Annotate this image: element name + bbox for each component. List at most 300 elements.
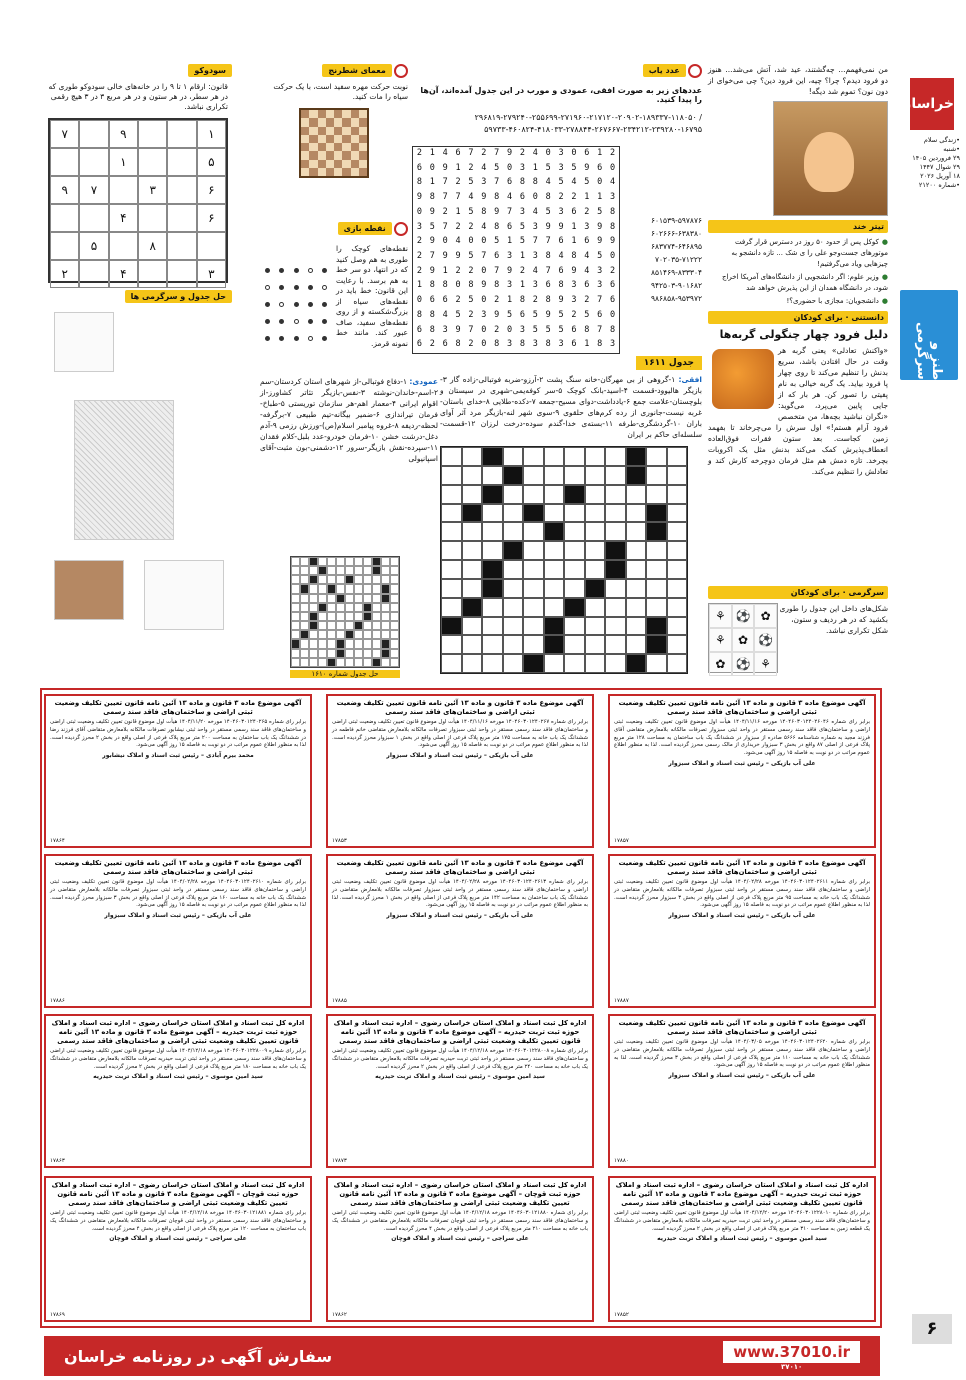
crossword-cell[interactable] <box>503 522 524 541</box>
numsearch-cell: 2 <box>584 295 590 306</box>
notice-body: برابر رای شماره ۱۴۰۴۶۰۳۰۱۲۴۰۲۶۱۱ مورخه ۱۴۰۴/۰۲/۲۸ هیأت اول موضوع قانون تعیین تکلیف وضعیت ثبتی اراضی و ساختمان‌های فاقد سند رسمی مستقر در واحد ثبتی سبزوار تصرفات مالکانه بلامعارض متقاضی در ششدانگ یک باب خانه به مساحت ۹۵ متر مربع پلاک فرعی از اصلی واقع در بخش ۳ سبزوار محرز گردیده است. لذا به منظور اطلاع عموم مراتب در دو نوبت به فاصله ۱۵ روز آگهی می‌شود. <box>614 879 870 909</box>
sudoku-cell[interactable]: ۳ <box>197 260 226 288</box>
crossword-cell[interactable] <box>564 504 585 523</box>
crossword-cell[interactable] <box>523 579 544 598</box>
solution-cell <box>345 639 354 648</box>
crossword-cell[interactable] <box>585 522 606 541</box>
crossword-cell[interactable] <box>667 654 688 673</box>
chess-square <box>301 160 309 168</box>
crossword-cell[interactable] <box>585 598 606 617</box>
crossword-cell[interactable] <box>503 447 524 466</box>
crossword-cell[interactable] <box>564 654 585 673</box>
chess-square <box>351 160 359 168</box>
crossword-cell[interactable] <box>667 522 688 541</box>
crossword-cell[interactable] <box>544 635 565 654</box>
solution-cell <box>363 658 372 667</box>
crossword-cell[interactable] <box>667 598 688 617</box>
numsearch-cell: 7 <box>507 206 513 217</box>
crossword-cell[interactable] <box>646 485 667 504</box>
sudoku-cell[interactable] <box>167 204 196 232</box>
solution-cell <box>372 649 381 658</box>
solution-cell <box>345 557 354 566</box>
crossword-cell[interactable] <box>646 466 667 485</box>
crossword-cell[interactable] <box>523 617 544 636</box>
numsearch-cell: 5 <box>468 250 474 261</box>
sudoku-cell[interactable] <box>167 148 196 176</box>
crossword-cell[interactable] <box>523 485 544 504</box>
numsearch-cell: 3 <box>519 206 525 217</box>
numsearch-cell: 6 <box>597 162 603 173</box>
crossword-cell[interactable] <box>646 654 667 673</box>
crossword-cell[interactable] <box>564 447 585 466</box>
crossword-cell[interactable] <box>585 541 606 560</box>
crossword-cell[interactable] <box>441 466 462 485</box>
numsearch-cell: 2 <box>468 221 474 232</box>
crossword-cell[interactable] <box>626 579 647 598</box>
dot[interactable] <box>294 285 299 290</box>
numsearch-cell: 3 <box>519 162 525 173</box>
crossword-cell[interactable] <box>482 504 503 523</box>
crossword-cell[interactable] <box>441 617 462 636</box>
solution-cell <box>327 603 336 612</box>
chess-square <box>359 110 367 118</box>
solutions-title: حل جدول و سرگرمی ها <box>125 290 232 303</box>
crossword-cell[interactable] <box>564 617 585 636</box>
dot[interactable] <box>265 268 270 273</box>
crossword-cell[interactable] <box>585 447 606 466</box>
sudoku-cell[interactable] <box>197 232 226 260</box>
numsearch-cell: 8 <box>429 280 435 291</box>
chess-square <box>359 135 367 143</box>
bullet-item: ● وزیر علوم: اگر دانشجویی از دانشگاه‌های آمریکا اخراج شود، در دانشگاه همدان از این پذیرش خواهد شد <box>708 272 888 294</box>
solution-cell <box>309 621 318 630</box>
crossword-cell[interactable] <box>523 598 544 617</box>
sudoku-cell[interactable]: ۵ <box>197 148 226 176</box>
chess-square <box>301 168 309 176</box>
numsearch-cell: 9 <box>481 192 487 203</box>
sudoku-cell[interactable]: ۹ <box>109 120 138 148</box>
shape-cell: ✿ <box>732 628 755 652</box>
crossword-cell[interactable] <box>503 635 524 654</box>
dot[interactable] <box>294 319 299 324</box>
dot[interactable] <box>308 268 313 273</box>
crossword-cell[interactable] <box>585 635 606 654</box>
numsearch-cell: 9 <box>416 192 422 203</box>
crossword-cell[interactable] <box>667 560 688 579</box>
numsearch-cell: 2 <box>468 309 474 320</box>
crossword-cell[interactable] <box>462 560 483 579</box>
dot[interactable] <box>308 336 313 341</box>
solution-cell <box>390 557 399 566</box>
sudoku-cell[interactable] <box>167 260 196 288</box>
solution-cell <box>309 630 318 639</box>
crossword-cell[interactable] <box>544 504 565 523</box>
crossword-cell[interactable] <box>605 485 626 504</box>
numsearch-cell: 5 <box>558 309 564 320</box>
numsearch-cell: 5 <box>545 206 551 217</box>
crossword-cell[interactable] <box>544 485 565 504</box>
solution-cell <box>291 594 300 603</box>
crossword-cell[interactable] <box>503 560 524 579</box>
crossword-cell[interactable] <box>605 635 626 654</box>
crossword-cell[interactable] <box>667 579 688 598</box>
dot[interactable] <box>265 285 270 290</box>
numsearch-cell: 6 <box>571 324 577 335</box>
section-tab[interactable]: طنز و سرگرمی <box>900 290 958 380</box>
sudoku-cell[interactable] <box>79 148 108 176</box>
crossword-cell[interactable] <box>544 447 565 466</box>
numsearch-cell: 4 <box>507 192 513 203</box>
crossword-cell[interactable] <box>503 598 524 617</box>
crossword-cell[interactable] <box>441 485 462 504</box>
sudoku-cell[interactable]: ۱ <box>109 148 138 176</box>
crossword-cell[interactable] <box>503 541 524 560</box>
crossword-cell[interactable] <box>667 447 688 466</box>
dot[interactable] <box>322 336 327 341</box>
crossword-cell[interactable] <box>482 447 503 466</box>
notice-body: برابر رای شماره ۱۴۰۴۶۰۳۰۱۲۴۰۲۶۵ مورخه ۱۴۰۴/۱۱/۲۰ هیأت اول موضوع قانون تعیین تکلیف وضعیت ثبتی اراضی و ساختمان‌های فاقد سند رسمی مستقر در واحد ثبتی نیشابور تصرفات مالکانه بلامعارض متقاضی آقای فرزند رضا در ششدانگ یک باب ساختمان به مساحت ۲۰۰ متر مربع پلاک فرعی از اصلی واقع در بخش ۲ محرز گردیده است. لذا به منظور اطلاع عموم مراتب در دو نوبت به فاصله ۱۵ روز آگهی می‌شود. <box>50 719 306 749</box>
crossword-cell[interactable] <box>605 466 626 485</box>
crossword-cell[interactable] <box>503 485 524 504</box>
crossword-cell[interactable] <box>523 541 544 560</box>
crossword-cell[interactable] <box>482 579 503 598</box>
sudoku-cell[interactable] <box>138 148 167 176</box>
dot[interactable] <box>308 319 313 324</box>
banner-url[interactable]: www.37010.ir <box>723 1341 860 1363</box>
numsearch-list-item: ۹۴۲۵۰۳-۹۰۱۶۸۲ <box>650 281 702 290</box>
numsearch-cell: 4 <box>610 177 616 188</box>
crossword-cell[interactable] <box>503 579 524 598</box>
numsearch-cell: 8 <box>468 280 474 291</box>
notice-title: اداره کل ثبت اسناد و املاک استان خراسان رضوی – اداره ثبت اسناد و املاک حوزه ثبت تربت حیدریه – آگهی موضوع ماده ۳ قانون و ماده ۱۳ آئین نامه قانون تعیین تکلیف وضعیت ثبتی اراضی و ساختمان‌های فاقد سند رسمی <box>51 1019 305 1045</box>
sudoku-cell[interactable] <box>50 148 79 176</box>
sudoku-cell[interactable] <box>79 120 108 148</box>
crossword-cell[interactable] <box>503 654 524 673</box>
notice-signature: علی آب بازیکی – رئیس ثبت اسناد و املاک سبزوار <box>386 752 534 760</box>
solution-cell <box>363 639 372 648</box>
crossword-cell[interactable] <box>462 635 483 654</box>
solution-cell <box>390 584 399 593</box>
crossword-cell[interactable] <box>441 447 462 466</box>
solution-cell <box>381 621 390 630</box>
crossword-cell[interactable] <box>441 541 462 560</box>
solution-cell <box>363 566 372 575</box>
solution-cell <box>309 612 318 621</box>
chess-square <box>326 160 334 168</box>
numsearch-cell: 8 <box>519 339 525 350</box>
crossword-cell[interactable] <box>564 522 585 541</box>
sudoku-cell[interactable]: ۵ <box>79 232 108 260</box>
shape-cell: ✿ <box>754 604 777 628</box>
crossword-cell[interactable] <box>544 466 565 485</box>
solution-cell <box>291 557 300 566</box>
crossword-cell[interactable] <box>646 522 667 541</box>
sudoku-cell[interactable] <box>109 232 138 260</box>
crossword-cell[interactable] <box>523 635 544 654</box>
crossword-cell[interactable] <box>564 485 585 504</box>
sudoku-cell[interactable]: ۱ <box>197 120 226 148</box>
dot[interactable] <box>279 319 284 324</box>
sudoku-cell[interactable] <box>109 176 138 204</box>
crossword-cell[interactable] <box>626 560 647 579</box>
crossword-cell[interactable] <box>441 654 462 673</box>
dot[interactable] <box>294 302 299 307</box>
dot[interactable] <box>279 268 284 273</box>
crossword-cell[interactable] <box>605 522 626 541</box>
crossword-cell[interactable] <box>482 522 503 541</box>
crossword-cell[interactable] <box>544 579 565 598</box>
crossword-cell[interactable] <box>441 504 462 523</box>
sudoku-cell[interactable] <box>167 232 196 260</box>
crossword-cell[interactable] <box>646 560 667 579</box>
sudoku-cell[interactable] <box>138 260 167 288</box>
crossword-cell[interactable] <box>646 635 667 654</box>
dot[interactable] <box>294 268 299 273</box>
dot[interactable] <box>279 302 284 307</box>
crossword-cell[interactable] <box>523 447 544 466</box>
crossword-cell[interactable] <box>646 579 667 598</box>
crossword-cell[interactable] <box>462 617 483 636</box>
numsearch-cell: 5 <box>597 250 603 261</box>
dot[interactable] <box>279 336 284 341</box>
sudoku-cell[interactable]: ۶ <box>197 176 226 204</box>
crossword-cell[interactable] <box>441 635 462 654</box>
crossword-cell[interactable] <box>544 560 565 579</box>
crossword-cell[interactable] <box>503 504 524 523</box>
crossword-cell[interactable] <box>626 485 647 504</box>
dot[interactable] <box>322 302 327 307</box>
dots-title-wrap <box>260 222 408 236</box>
crossword-cell[interactable] <box>626 635 647 654</box>
crossword-cell[interactable] <box>626 654 647 673</box>
ad-banner[interactable] <box>44 1336 880 1376</box>
dot[interactable] <box>265 302 270 307</box>
sudoku-cell[interactable]: ۷ <box>50 120 79 148</box>
crossword-cell[interactable] <box>441 579 462 598</box>
crossword-cell[interactable] <box>482 466 503 485</box>
crossword-cell[interactable] <box>626 617 647 636</box>
solution-cell <box>309 584 318 593</box>
sudoku-cell[interactable] <box>79 204 108 232</box>
crossword-cell[interactable] <box>605 579 626 598</box>
crossword-cell[interactable] <box>646 598 667 617</box>
crossword-cell[interactable] <box>646 617 667 636</box>
crossword-cell[interactable] <box>626 522 647 541</box>
crossword-cell[interactable] <box>667 485 688 504</box>
numsearch-cell: 7 <box>494 177 500 188</box>
crossword-cell[interactable] <box>667 617 688 636</box>
crossword-cell[interactable] <box>564 466 585 485</box>
crossword-cell[interactable] <box>626 504 647 523</box>
crossword-cell[interactable] <box>564 598 585 617</box>
crossword-cell[interactable] <box>503 617 524 636</box>
crossword-cell[interactable] <box>482 654 503 673</box>
dot[interactable] <box>308 285 313 290</box>
crossword-cell[interactable] <box>462 579 483 598</box>
crossword-cell[interactable] <box>462 654 483 673</box>
crossword-cell[interactable] <box>544 541 565 560</box>
solution-cell <box>327 557 336 566</box>
crossword-cell[interactable] <box>482 598 503 617</box>
crossword-cell[interactable] <box>605 654 626 673</box>
crossword-cell[interactable] <box>503 466 524 485</box>
numsearch-cell: 5 <box>468 206 474 217</box>
crossword-cell[interactable] <box>523 504 544 523</box>
dot[interactable] <box>322 285 327 290</box>
numsearch-cell: 2 <box>519 148 525 158</box>
sudoku-cell[interactable]: ۲ <box>50 260 79 288</box>
dot[interactable] <box>294 336 299 341</box>
numsearch-cell: 5 <box>468 177 474 188</box>
solution-cell <box>300 566 309 575</box>
crossword-cell[interactable] <box>462 522 483 541</box>
crossword-cell[interactable] <box>564 635 585 654</box>
solution-cell <box>354 575 363 584</box>
dots-text: نقطه‌های کوچک را طوری به هم وصل کنید که در انتها، دو سر خط به هم برسد. با رعایت این قانون: خط باید در نقطه‌های سیاه از بزرگ‌شکسته و از روی نقطه‌های سفید، صاف عبور کند. مانند خط نمونه قرمز. <box>336 244 408 348</box>
solution-cell <box>363 575 372 584</box>
crossword-cell[interactable] <box>482 635 503 654</box>
sudoku-cell[interactable]: ۴ <box>109 260 138 288</box>
crossword-cell[interactable] <box>564 579 585 598</box>
sudoku-cell[interactable]: ۶ <box>197 204 226 232</box>
sudoku-title: سودوکو <box>188 64 232 77</box>
crossword-cell[interactable] <box>646 447 667 466</box>
numsearch-cell: 1 <box>519 280 525 291</box>
sudoku-cell[interactable]: ۸ <box>138 232 167 260</box>
dot[interactable] <box>279 285 284 290</box>
crossword-cell[interactable] <box>441 522 462 541</box>
sudoku-cell[interactable]: ۴ <box>109 204 138 232</box>
crossword-cell[interactable] <box>441 598 462 617</box>
notice-body: برابر رای شماره ۱۴۰۴۶۰۳۰۱۲۱۸۸۰ مورخه ۱۴۰۴/۱۲/۱۸ هیأت اول موضوع قانون تعیین تکلیف وضعیت ثبتی اراضی و ساختمان‌های فاقد سند رسمی مستقر در واحد ثبتی قوچان تصرفات مالکانه بلامعارض متقاضی در ششدانگ یک باب خانه به مساحت ۲۱۰ متر مربع پلاک فرعی از اصلی واقع در بخش ۴ محرز گردیده است. <box>332 1210 588 1232</box>
crossword-cell[interactable] <box>523 522 544 541</box>
crossword-cell[interactable] <box>626 541 647 560</box>
numsearch-cell: 8 <box>416 177 422 188</box>
numsearch-cell: 5 <box>558 324 564 335</box>
crossword-cell[interactable] <box>462 541 483 560</box>
crossword-cell[interactable] <box>482 541 503 560</box>
legal-notice <box>326 854 594 1008</box>
crossword-cell[interactable] <box>626 466 647 485</box>
dot[interactable] <box>308 302 313 307</box>
crossword-cell[interactable] <box>605 541 626 560</box>
numsearch-cell: 8 <box>545 339 551 350</box>
numsearch-cell: 5 <box>597 206 603 217</box>
dot[interactable] <box>322 268 327 273</box>
chess-square <box>318 143 326 151</box>
crossword-cell[interactable] <box>441 560 462 579</box>
crossword-cell[interactable] <box>544 654 565 673</box>
crossword-cell[interactable] <box>605 504 626 523</box>
crossword-cell[interactable] <box>544 522 565 541</box>
crossword-cell[interactable] <box>585 504 606 523</box>
dot[interactable] <box>322 319 327 324</box>
crossword-cell[interactable] <box>462 504 483 523</box>
crossword-cell[interactable] <box>605 617 626 636</box>
crossword-cell[interactable] <box>667 504 688 523</box>
crossword-cell[interactable] <box>462 485 483 504</box>
crossword-cell[interactable] <box>544 598 565 617</box>
crossword-cell[interactable] <box>462 447 483 466</box>
crossword-cell[interactable] <box>585 579 606 598</box>
crossword-cell[interactable] <box>667 466 688 485</box>
sudoku-cell[interactable] <box>138 204 167 232</box>
crossword-cell[interactable] <box>585 485 606 504</box>
crossword-across <box>440 374 702 440</box>
crossword-cell[interactable] <box>626 447 647 466</box>
numsearch-cell: 1 <box>571 236 577 247</box>
numsearch-cell: 4 <box>481 221 487 232</box>
crossword-cell[interactable] <box>462 598 483 617</box>
crossword-cell[interactable] <box>523 560 544 579</box>
notice-signature: علی آب بازیکی – رئیس ثبت اسناد و املاک سبزوار <box>386 912 534 920</box>
sudoku-cell[interactable] <box>167 120 196 148</box>
crossword-cell[interactable] <box>585 617 606 636</box>
crossword-cell[interactable] <box>585 560 606 579</box>
crossword-cell[interactable] <box>626 598 647 617</box>
sudoku-cell[interactable]: ۷ <box>79 176 108 204</box>
sudoku-cell[interactable]: ۳ <box>138 176 167 204</box>
sudoku-cell[interactable] <box>138 120 167 148</box>
sudoku-cell[interactable] <box>79 260 108 288</box>
dot[interactable] <box>265 319 270 324</box>
numsearch-cell: 4 <box>455 236 461 247</box>
crossword-cell[interactable] <box>646 541 667 560</box>
science-title: دلیل فرود چهار چنگولی گربه‌ها <box>719 328 888 341</box>
crossword-cell[interactable] <box>667 635 688 654</box>
dot[interactable] <box>265 336 270 341</box>
numsearch-cell: 2 <box>610 148 616 158</box>
numsearch-cell: 8 <box>429 324 435 335</box>
crossword-cell[interactable] <box>523 654 544 673</box>
numsearch-cell: 9 <box>429 236 435 247</box>
numsearch-cell: 3 <box>507 280 513 291</box>
numsearch-solution <box>74 400 174 540</box>
solution-cell <box>291 630 300 639</box>
crossword-cell[interactable] <box>564 560 585 579</box>
sudoku-cell[interactable]: ۹ <box>50 176 79 204</box>
crossword-cell[interactable] <box>462 466 483 485</box>
numsearch-cell: 2 <box>429 339 435 350</box>
crossword-cell[interactable] <box>544 617 565 636</box>
crossword-cell[interactable] <box>605 598 626 617</box>
crossword-cell[interactable] <box>585 466 606 485</box>
crossword-cell[interactable] <box>585 654 606 673</box>
solution-cell <box>327 612 336 621</box>
crossword-cell[interactable] <box>667 541 688 560</box>
sudoku-cell[interactable] <box>167 176 196 204</box>
crossword-cell[interactable] <box>482 617 503 636</box>
crossword-cell[interactable] <box>482 485 503 504</box>
down-clues: ۱-دفاع فوتبالی-از شهرهای استان کردستان-سم ۲-اسم-خاندان-نوشته ۳-نفس-بازیگر تئاتر کشاورز-از اقوام ایرانی ۴-معمار اهم-هر سازمان توریستی ۵-طباخ-فرمان تیراندازی ۶-ضمیر بیگانه-تیم طبیعی ۷-برگرفه-لحظه-ردیفه ۸-غروه پیامبر اسلام(ص)-ورزش رزمی ۹-آدم دغل-درشت خشن ۱۰-فرمان خودرو-عدد بلبل-کلام فقدان ۱۱-سپرده-نقش بازیگر-سرور ۱۲-دشمنی-بون مثبت-آقای اسپانیولی <box>260 377 438 463</box>
chess-square <box>342 151 350 159</box>
sudoku-cell[interactable] <box>50 204 79 232</box>
crossword-cell[interactable] <box>482 560 503 579</box>
numsearch-cell: 6 <box>519 192 525 203</box>
numsearch-cell: 4 <box>571 177 577 188</box>
numsearch-cell: 0 <box>416 206 422 217</box>
crossword-cell[interactable] <box>605 560 626 579</box>
numsearch-cell: 7 <box>429 250 435 261</box>
notice-signature: علی آب بازیکی – رئیس ثبت اسناد و املاک سبزوار <box>104 912 252 920</box>
sudoku-cell[interactable] <box>50 232 79 260</box>
crossword-cell[interactable] <box>646 504 667 523</box>
crossword-cell[interactable] <box>605 447 626 466</box>
legal-notice <box>608 854 876 1008</box>
crossword-cell[interactable] <box>523 466 544 485</box>
numsearch-cell: 8 <box>429 192 435 203</box>
crossword-cell[interactable] <box>564 541 585 560</box>
